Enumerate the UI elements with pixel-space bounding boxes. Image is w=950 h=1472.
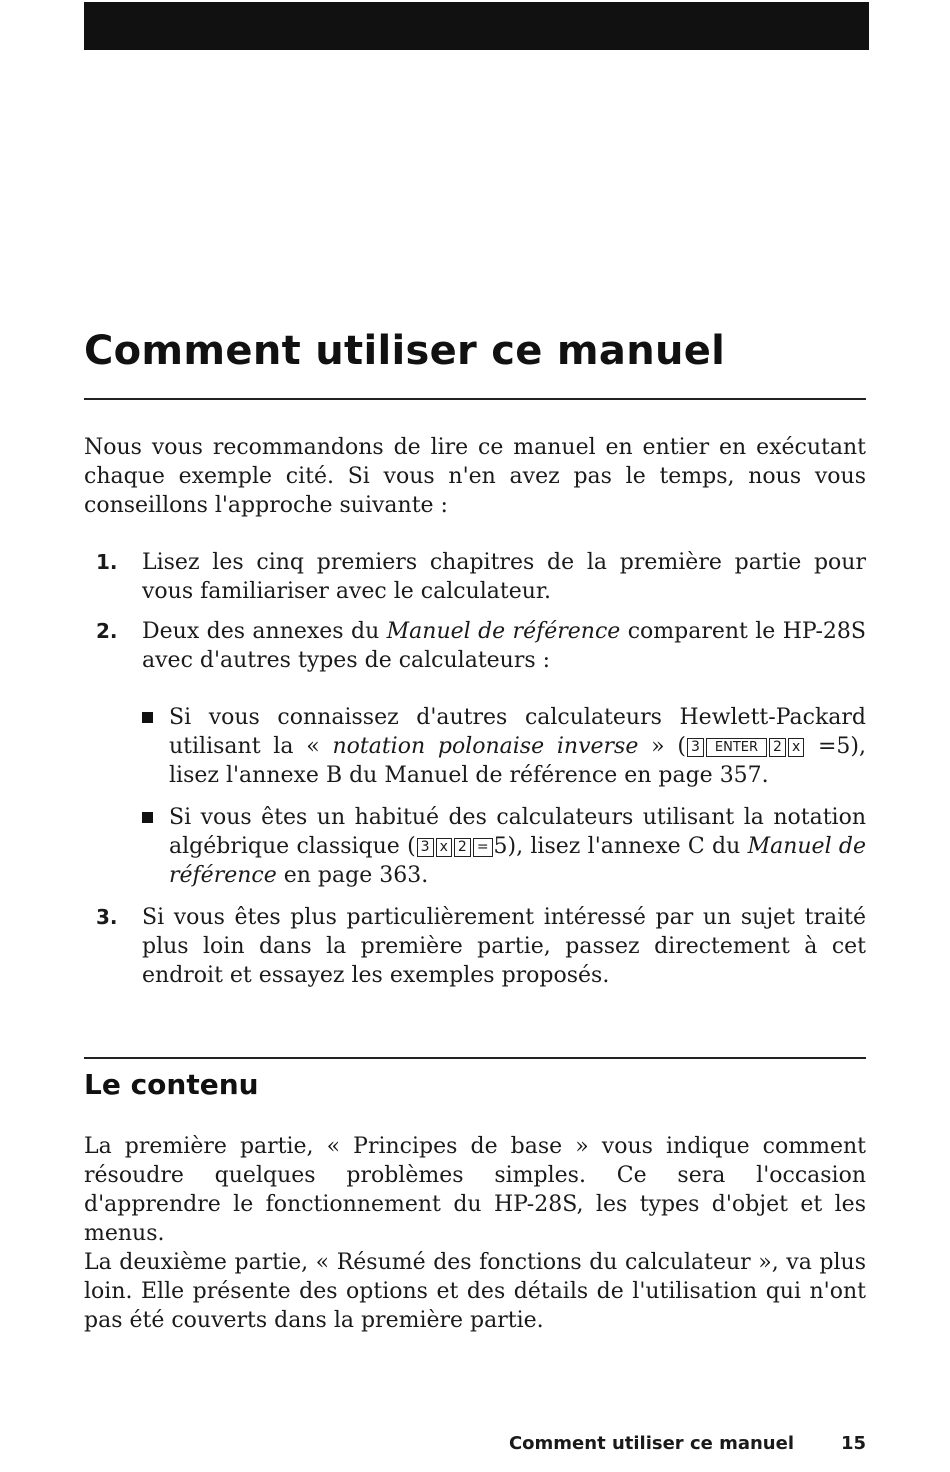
list-text: Deux des annexes du Manuel de référence comparent le HP-28S avec d'autres types de calculateurs : [142, 619, 866, 673]
intro-paragraph: Nous vous recommandons de lire ce manuel en entier en exécutant chaque exemple cité. Si vous n'en avez pas le temps, nous vous conseillons l'approche suivante : [84, 435, 866, 518]
list-item [84, 903, 866, 990]
key-3: 3 [687, 738, 704, 757]
key-multiply: x [436, 838, 452, 857]
key-equals: = [473, 838, 493, 857]
list-number: 3. [96, 905, 118, 929]
bullet-text: Si vous connaissez d'autres calculateurs Hewlett-Packard utilisant la « notation polonaise inverse » ( 3 ENTER 2 x =5), lisez l'annexe B du Manuel de référence en page 357. [169, 705, 867, 788]
square-bullet-icon [142, 812, 153, 823]
list-number: 2. [96, 619, 118, 643]
title-rule [84, 398, 866, 400]
page-title: Comment utiliser ce manuel [84, 328, 726, 374]
list-number: 1. [96, 550, 118, 574]
list-item [84, 617, 866, 675]
key-2: 2 [454, 838, 471, 857]
rpn-emphasis: notation polonaise inverse [332, 734, 639, 759]
list-item [84, 548, 866, 606]
page-number: 15 [840, 1433, 866, 1454]
manual-title-emphasis: Manuel de référence [169, 834, 866, 888]
list-text: Si vous êtes plus particulièrement intéressé par un sujet traité plus loin dans la première partie, passez directement à cet endroit et essayez les exemples proposés. [142, 905, 866, 988]
key-enter: ENTER [706, 738, 767, 757]
list-text: Lisez les cinq premiers chapitres de la première partie pour vous familiariser avec le calculateur. [142, 550, 866, 604]
key-2: 2 [769, 738, 786, 757]
header-bar [84, 2, 869, 50]
section-heading: Le contenu [84, 1068, 259, 1101]
key-3: 3 [417, 838, 434, 857]
bullet-item [142, 703, 866, 790]
section-paragraph: La deuxième partie, « Résumé des fonctions du calculateur », va plus loin. Elle présente des options et des détails de l'utilisation qui n'ont pas été couverts dans la première partie. [84, 1250, 866, 1333]
section-paragraph: La première partie, « Principes de base » vous indique comment résoudre quelques problèmes simples. Ce sera l'occasion d'apprendre le fonctionnement du HP-28S, les types d'objet et les menus. [84, 1134, 866, 1246]
bullet-text: Si vous êtes un habitué des calculateurs utilisant la notation algébrique classique ( 3 x 2 = 5), lisez l'annexe C du Manuel de référence en page 363. [169, 805, 866, 888]
bullet-item [142, 803, 866, 890]
manual-title-emphasis: Manuel de référence [386, 619, 621, 644]
key-multiply: x [788, 738, 804, 757]
running-footer-title: Comment utiliser ce manuel [508, 1433, 794, 1454]
square-bullet-icon [142, 712, 153, 723]
section-rule [84, 1057, 866, 1059]
